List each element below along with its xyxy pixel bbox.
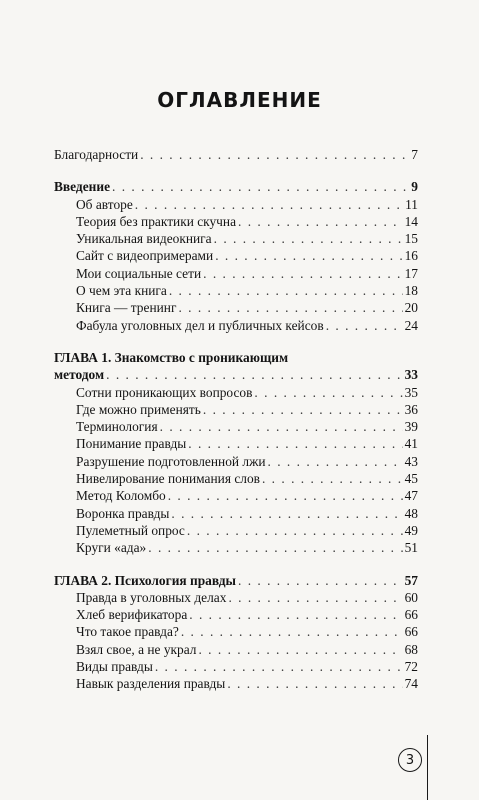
toc-entry-page: 72	[404, 659, 418, 675]
toc-leader-dots	[171, 505, 402, 522]
toc-entry-title: Нивелирование понимания слов	[76, 471, 260, 487]
toc-leader-dots	[135, 196, 403, 213]
toc-entry-page: 36	[404, 401, 418, 417]
toc-entry-title: Сотни проникающих вопросов	[76, 384, 253, 400]
page-number-label: 3	[405, 752, 415, 768]
toc-entry[interactable]	[54, 418, 418, 435]
toc-entry[interactable]	[54, 572, 418, 589]
toc-leader-dots	[160, 418, 403, 435]
toc-leader-dots	[188, 435, 402, 452]
toc-entry-title: Об авторе	[76, 196, 133, 212]
toc-entry-page: 39	[404, 419, 418, 435]
toc-entry[interactable]	[54, 623, 418, 640]
toc-leader-dots	[198, 641, 402, 658]
toc-entry-title: Теория без практики скучна	[76, 213, 237, 229]
toc-entry[interactable]	[54, 470, 418, 487]
toc-leader-dots	[268, 453, 403, 470]
toc-entry-title: О чем эта книга	[76, 283, 167, 299]
page-number-rule	[427, 735, 428, 800]
toc-entry[interactable]	[54, 658, 418, 675]
toc-entry-page: 45	[404, 471, 418, 487]
toc-leader-dots	[238, 572, 403, 589]
toc-leader-dots	[326, 317, 403, 334]
toc-leader-dots	[140, 146, 409, 163]
toc-entry-title: Благодарности	[54, 147, 139, 162]
toc-section	[54, 572, 418, 693]
toc-entry[interactable]	[54, 641, 418, 658]
toc-entry-page: 18	[404, 283, 418, 299]
toc-entry[interactable]	[54, 505, 418, 522]
toc-entry-page: 68	[404, 641, 418, 657]
toc-entry-title: Взял свое, а не украл	[76, 641, 197, 657]
toc-entry-title: Правда в уголовных делах	[76, 589, 227, 605]
toc-leader-dots	[187, 522, 403, 539]
toc-leader-dots	[203, 401, 403, 418]
toc-leader-dots	[112, 178, 409, 195]
toc-entry[interactable]	[54, 213, 418, 230]
toc-entry[interactable]	[54, 522, 418, 539]
toc-entry-page: 24	[404, 317, 418, 333]
toc-leader-dots	[228, 589, 402, 606]
toc-leader-dots	[168, 487, 403, 504]
toc-entry-title: Круги «ада»	[76, 540, 147, 556]
chapter-heading: ГЛАВА 1. Знакомство с проникающим	[54, 349, 289, 365]
toc-entry[interactable]	[54, 265, 418, 282]
toc-entry[interactable]	[54, 384, 418, 401]
toc-entry[interactable]	[54, 230, 418, 247]
toc-leader-dots	[189, 606, 402, 623]
toc-entry-title: Хлеб верификатора	[76, 607, 188, 623]
toc-entry-page: 16	[404, 248, 418, 264]
toc-entry-title: Понимание правды	[76, 436, 187, 452]
toc-entry-page: 60	[404, 589, 418, 605]
toc-section	[54, 178, 418, 334]
toc-entry-title: Книга — тренинг	[76, 300, 177, 316]
toc-leader-dots	[148, 539, 402, 556]
toc-entry-page: 66	[404, 624, 418, 640]
toc-entry-page: 47	[404, 488, 418, 504]
toc-entry-page: 17	[404, 265, 418, 281]
toc-entry[interactable]	[54, 196, 418, 213]
toc-entry[interactable]	[54, 453, 418, 470]
toc-entry-page: 57	[404, 572, 418, 588]
toc-entry[interactable]	[54, 299, 418, 316]
toc-entry-title: Разрушение подготовленной лжи	[76, 453, 266, 469]
toc-entry[interactable]	[54, 589, 418, 606]
toc-leader-dots	[227, 675, 402, 692]
toc-entry-title: Терминология	[76, 419, 158, 435]
toc-entry-title: Уникальная видеокнига	[76, 231, 212, 247]
toc-entry-title: Навык разделения правды	[76, 676, 226, 692]
toc-entry-page: 35	[404, 384, 418, 400]
toc-entry-page: 9	[411, 179, 418, 195]
toc-leader-dots	[169, 282, 403, 299]
toc-entry-page: 51	[404, 540, 418, 556]
toc-entry-title: Воронка правды	[76, 505, 170, 521]
toc-entry[interactable]	[54, 317, 418, 334]
table-of-contents	[54, 146, 418, 708]
page-number	[398, 748, 422, 772]
toc-entry-title: Где можно применять	[76, 401, 201, 417]
toc-entry-title: Фабула уголовных дел и публичных кейсов	[76, 317, 324, 333]
toc-entry-page: 11	[405, 196, 418, 212]
toc-entry[interactable]	[54, 401, 418, 418]
toc-entry-title: Виды правды	[76, 659, 153, 675]
toc-entry-page: 66	[404, 607, 418, 623]
toc-entry[interactable]	[54, 435, 418, 452]
toc-leader-dots	[254, 384, 402, 401]
toc-leader-dots	[178, 299, 402, 316]
toc-entry[interactable]	[54, 247, 418, 264]
toc-entry-title: Мои социальные сети	[76, 265, 202, 281]
toc-section	[54, 349, 418, 557]
toc-entry[interactable]	[54, 146, 418, 163]
toc-entry-title: Введение	[54, 179, 111, 195]
toc-entry-title: Что такое правда?	[76, 624, 179, 640]
toc-section	[54, 146, 418, 163]
toc-entry-page: 15	[404, 231, 418, 247]
toc-leader-dots	[214, 230, 403, 247]
toc-leader-dots	[215, 247, 402, 264]
toc-entry-title: Метод Коломбо	[76, 488, 166, 504]
toc-entry[interactable]	[54, 487, 418, 504]
toc-entry-page: 14	[404, 213, 418, 229]
toc-entry-page: 49	[404, 522, 418, 538]
toc-entry-page: 43	[404, 453, 418, 469]
toc-leader-dots	[181, 623, 403, 640]
page-title: ОГЛАВЛЕНИЕ	[157, 88, 322, 112]
toc-entry-page: 20	[404, 300, 418, 316]
toc-entry[interactable]	[54, 366, 418, 383]
toc-entry[interactable]	[54, 606, 418, 623]
toc-entry[interactable]	[54, 178, 418, 195]
toc-entry-title: Пулеметный опрос	[76, 522, 185, 538]
toc-entry-page: 7	[411, 147, 418, 162]
toc-leader-dots	[262, 470, 403, 487]
toc-entry-title: Сайт с видеопримерами	[76, 248, 214, 264]
toc-entry[interactable]	[54, 675, 418, 692]
toc-entry-title: методом	[54, 367, 105, 383]
toc-entry-page: 48	[404, 505, 418, 521]
toc-entry[interactable]	[54, 539, 418, 556]
toc-entry-page: 74	[404, 676, 418, 692]
toc-leader-dots	[106, 366, 402, 383]
toc-leader-dots	[203, 265, 402, 282]
toc-entry-page: 33	[404, 367, 418, 383]
toc-entry[interactable]	[54, 282, 418, 299]
toc-leader-dots	[155, 658, 403, 675]
toc-entry-page: 41	[404, 436, 418, 452]
toc-entry-title: ГЛАВА 2. Психология правды	[54, 572, 236, 588]
toc-leader-dots	[238, 213, 403, 230]
